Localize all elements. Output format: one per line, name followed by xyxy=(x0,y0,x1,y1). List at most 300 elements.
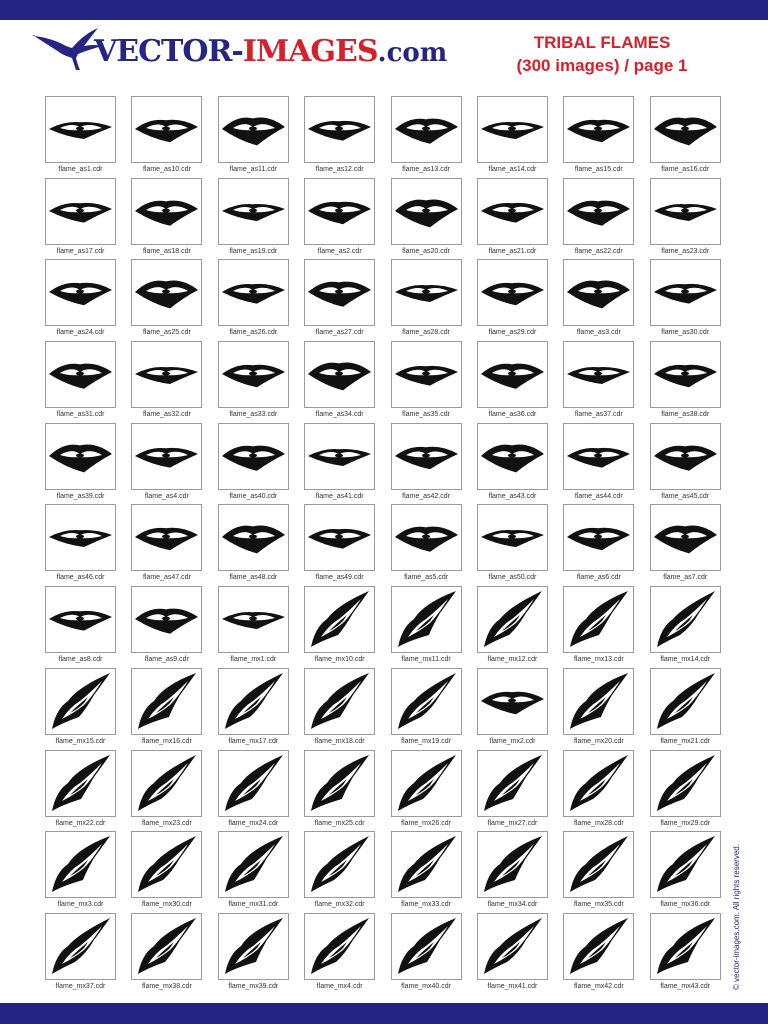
thumbnail-item[interactable] xyxy=(131,913,202,994)
tribal-flame-icon xyxy=(564,97,633,162)
thumbnail-item[interactable] xyxy=(131,178,202,259)
thumbnail-frame[interactable] xyxy=(650,913,721,980)
thumbnail-item[interactable] xyxy=(477,913,548,994)
thumbnail-item[interactable] xyxy=(304,259,375,340)
tribal-flame-icon xyxy=(219,505,288,570)
thumbnail-caption: flame_mx21.cdr xyxy=(660,737,711,745)
thumbnail-caption: flame_as37.cdr xyxy=(574,411,623,419)
tribal-flame-icon xyxy=(132,914,201,979)
thumbnail-frame[interactable] xyxy=(45,504,116,571)
tribal-flame-icon xyxy=(132,751,201,816)
thumbnail-item[interactable] xyxy=(563,831,634,912)
thumbnail-caption: flame_as41.cdr xyxy=(315,492,364,500)
tribal-flame-icon xyxy=(46,505,115,570)
thumbnail-frame[interactable] xyxy=(45,423,116,490)
thumbnail-caption: flame_mx29.cdr xyxy=(660,819,711,827)
thumbnail-item[interactable] xyxy=(563,750,634,831)
thumbnail-frame[interactable] xyxy=(45,750,116,817)
tribal-flame-icon xyxy=(305,424,374,489)
thumbnail-caption: flame_mx28.cdr xyxy=(573,819,624,827)
thumbnail-caption: flame_as50.cdr xyxy=(488,574,537,582)
thumbnail-caption: flame_as24.cdr xyxy=(56,329,105,337)
thumbnail-item[interactable] xyxy=(391,341,462,422)
page-heading xyxy=(482,32,722,78)
tribal-flame-icon xyxy=(392,832,461,897)
thumbnail-item[interactable] xyxy=(45,831,116,912)
thumbnail-caption: flame_mx31.cdr xyxy=(228,901,279,909)
tribal-flame-icon xyxy=(392,669,461,734)
thumbnail-caption: flame_as15.cdr xyxy=(574,166,623,173)
thumbnail-caption: flame_mx43.cdr xyxy=(660,982,711,990)
thumbnail-frame[interactable] xyxy=(391,178,462,245)
thumbnail-caption: flame_mx19.cdr xyxy=(401,737,451,745)
tribal-flame-icon xyxy=(651,260,720,325)
tribal-flame-icon xyxy=(46,424,115,489)
thumbnail-frame[interactable] xyxy=(218,750,289,817)
thumbnail-frame[interactable] xyxy=(477,96,548,163)
thumbnail-item[interactable] xyxy=(218,750,289,831)
thumbnail-item[interactable] xyxy=(218,423,289,504)
tribal-flame-icon xyxy=(392,587,461,652)
thumbnail-item[interactable] xyxy=(131,504,202,585)
thumbnail-frame[interactable] xyxy=(218,504,289,571)
tribal-flame-icon xyxy=(305,505,374,570)
thumbnail-item[interactable] xyxy=(304,341,375,422)
thumbnail-frame[interactable] xyxy=(131,504,202,571)
thumbnail-caption: flame_mx36.cdr xyxy=(660,901,711,909)
thumbnail-caption: flame_as22.cdr xyxy=(574,247,623,255)
tribal-flame-icon xyxy=(392,97,461,162)
thumbnail-frame[interactable] xyxy=(477,586,548,653)
tribal-flame-icon xyxy=(651,505,720,570)
thumbnail-frame[interactable] xyxy=(45,668,116,735)
thumbnail-frame[interactable] xyxy=(45,178,116,245)
thumbnail-frame[interactable] xyxy=(131,831,202,898)
thumbnail-caption: flame_mx14.cdr xyxy=(660,656,711,664)
thumbnail-item[interactable] xyxy=(563,341,634,422)
thumbnail-item[interactable] xyxy=(45,96,116,177)
thumbnail-frame[interactable] xyxy=(650,178,721,245)
thumbnail-item[interactable] xyxy=(304,504,375,585)
thumbnail-frame[interactable] xyxy=(650,750,721,817)
thumbnail-frame[interactable] xyxy=(477,259,548,326)
thumbnail-frame[interactable] xyxy=(391,750,462,817)
thumbnail-frame[interactable] xyxy=(477,504,548,571)
thumbnail-item[interactable] xyxy=(391,750,462,831)
thumbnail-item[interactable] xyxy=(650,504,721,585)
thumbnail-caption: flame_as44.cdr xyxy=(574,492,623,500)
thumbnail-caption: flame_as5.cdr xyxy=(404,574,449,582)
tribal-flame-icon xyxy=(305,669,374,734)
thumbnail-caption: flame_mx11.cdr xyxy=(401,656,451,664)
thumbnail-caption: flame_as40.cdr xyxy=(229,492,278,500)
thumbnail-frame[interactable] xyxy=(563,504,634,571)
thumbnail-item[interactable] xyxy=(563,586,634,667)
thumbnail-caption: flame_as12.cdr xyxy=(315,166,364,173)
thumbnail-item[interactable] xyxy=(45,913,116,994)
tribal-flame-icon xyxy=(46,260,115,325)
thumbnail-caption: flame_mx38.cdr xyxy=(141,982,192,990)
thumbnail-frame[interactable] xyxy=(650,668,721,735)
thumbnail-item[interactable] xyxy=(477,668,548,749)
thumbnail-caption: flame_as19.cdr xyxy=(229,247,278,255)
thumbnail-item[interactable] xyxy=(563,504,634,585)
tribal-flame-icon xyxy=(46,669,115,734)
thumbnail-frame[interactable] xyxy=(218,423,289,490)
thumbnail-caption: flame_as13.cdr xyxy=(402,166,450,173)
thumbnail-frame[interactable] xyxy=(477,341,548,408)
thumbnail-frame[interactable] xyxy=(304,913,375,980)
thumbnail-item[interactable] xyxy=(45,178,116,259)
tribal-flame-icon xyxy=(132,342,201,407)
tribal-flame-icon xyxy=(564,751,633,816)
thumbnail-frame[interactable] xyxy=(131,668,202,735)
thumbnail-caption: flame_mx24.cdr xyxy=(228,819,279,827)
thumbnail-caption: flame_as47.cdr xyxy=(142,574,191,582)
tribal-flame-icon xyxy=(564,669,633,734)
thumbnail-item[interactable] xyxy=(477,259,548,340)
thumbnail-frame[interactable] xyxy=(304,504,375,571)
thumbnail-caption: flame_as17.cdr xyxy=(56,247,105,255)
tribal-flame-icon xyxy=(564,587,633,652)
thumbnail-grid xyxy=(45,96,721,995)
thumbnail-caption: flame_as48.cdr xyxy=(229,574,278,582)
thumbnail-item[interactable] xyxy=(131,668,202,749)
thumbnail-item[interactable] xyxy=(391,178,462,259)
tribal-flame-icon xyxy=(132,832,201,897)
thumbnail-frame[interactable] xyxy=(45,586,116,653)
thumbnail-item[interactable] xyxy=(304,913,375,994)
thumbnail-item[interactable] xyxy=(131,259,202,340)
thumbnail-item[interactable] xyxy=(131,750,202,831)
thumbnail-item[interactable] xyxy=(45,504,116,585)
tribal-flame-icon xyxy=(132,587,201,652)
thumbnail-frame[interactable] xyxy=(304,423,375,490)
thumbnail-frame[interactable] xyxy=(218,178,289,245)
thumbnail-frame[interactable] xyxy=(304,259,375,326)
thumbnail-caption: flame_mx3.cdr xyxy=(57,901,104,909)
thumbnail-item[interactable] xyxy=(650,96,721,177)
thumbnail-frame[interactable] xyxy=(45,96,116,163)
tribal-flame-icon xyxy=(564,179,633,244)
logo-text-com: .com xyxy=(377,38,448,68)
thumbnail-frame[interactable] xyxy=(131,178,202,245)
thumbnail-frame[interactable] xyxy=(304,668,375,735)
thumbnail-frame[interactable] xyxy=(650,259,721,326)
tribal-flame-icon xyxy=(219,179,288,244)
thumbnail-item[interactable] xyxy=(391,423,462,504)
thumbnail-frame[interactable] xyxy=(45,259,116,326)
thumbnail-frame[interactable] xyxy=(391,96,462,163)
thumbnail-item[interactable] xyxy=(391,668,462,749)
thumbnail-item[interactable] xyxy=(563,668,634,749)
thumbnail-item[interactable] xyxy=(563,259,634,340)
thumbnail-frame[interactable] xyxy=(304,831,375,898)
thumbnail-frame[interactable] xyxy=(45,341,116,408)
thumbnail-item[interactable] xyxy=(477,504,548,585)
thumbnail-item[interactable] xyxy=(650,668,721,749)
thumbnail-item[interactable] xyxy=(650,259,721,340)
thumbnail-caption: flame_mx27.cdr xyxy=(487,819,538,827)
thumbnail-frame[interactable] xyxy=(391,423,462,490)
tribal-flame-icon xyxy=(651,424,720,489)
thumbnail-frame[interactable] xyxy=(304,341,375,408)
thumbnail-frame[interactable] xyxy=(391,586,462,653)
thumbnail-item[interactable] xyxy=(650,831,721,912)
thumbnail-item[interactable] xyxy=(218,831,289,912)
thumbnail-item[interactable] xyxy=(304,586,375,667)
thumbnail-item[interactable] xyxy=(45,586,116,667)
thumbnail-item[interactable] xyxy=(304,423,375,504)
thumbnail-frame[interactable] xyxy=(304,178,375,245)
tribal-flame-icon xyxy=(219,914,288,979)
thumbnail-caption: flame_as35.cdr xyxy=(402,411,450,419)
thumbnail-frame[interactable] xyxy=(131,259,202,326)
thumbnail-frame[interactable] xyxy=(477,913,548,980)
thumbnail-item[interactable] xyxy=(650,913,721,994)
site-logo[interactable] xyxy=(32,24,452,76)
thumbnail-caption: flame_as32.cdr xyxy=(142,411,191,419)
tribal-flame-icon xyxy=(219,424,288,489)
thumbnail-frame[interactable] xyxy=(218,831,289,898)
tribal-flame-icon xyxy=(478,914,547,979)
thumbnail-item[interactable] xyxy=(304,96,375,177)
thumbnail-frame[interactable] xyxy=(477,831,548,898)
thumbnail-item[interactable] xyxy=(391,913,462,994)
tribal-flame-icon xyxy=(564,342,633,407)
thumbnail-frame[interactable] xyxy=(391,668,462,735)
logo-wordmark xyxy=(94,32,447,73)
thumbnail-item[interactable] xyxy=(563,913,634,994)
thumbnail-item[interactable] xyxy=(218,341,289,422)
thumbnail-caption: flame_mx42.cdr xyxy=(573,982,624,990)
thumbnail-frame[interactable] xyxy=(563,913,634,980)
thumbnail-caption: flame_as23.cdr xyxy=(661,247,710,255)
thumbnail-frame[interactable] xyxy=(218,96,289,163)
tribal-flame-icon xyxy=(132,260,201,325)
thumbnail-caption: flame_as21.cdr xyxy=(488,247,537,255)
thumbnail-item[interactable] xyxy=(131,423,202,504)
thumbnail-frame[interactable] xyxy=(391,259,462,326)
thumbnail-item[interactable] xyxy=(218,668,289,749)
thumbnail-item[interactable] xyxy=(45,668,116,749)
thumbnail-item[interactable] xyxy=(391,504,462,585)
tribal-flame-icon xyxy=(392,751,461,816)
tribal-flame-icon xyxy=(46,751,115,816)
thumbnail-caption: flame_as29.cdr xyxy=(488,329,537,337)
thumbnail-item[interactable] xyxy=(391,96,462,177)
thumbnail-caption: flame_as31.cdr xyxy=(56,411,105,419)
thumbnail-item[interactable] xyxy=(650,341,721,422)
thumbnail-frame[interactable] xyxy=(650,586,721,653)
tribal-flame-icon xyxy=(219,669,288,734)
thumbnail-item[interactable] xyxy=(650,586,721,667)
tribal-flame-icon xyxy=(478,669,547,734)
thumbnail-item[interactable] xyxy=(391,259,462,340)
thumbnail-caption: flame_mx25.cdr xyxy=(314,819,365,827)
thumbnail-item[interactable] xyxy=(304,831,375,912)
thumbnail-caption: flame_as27.cdr xyxy=(315,329,364,337)
thumbnail-frame[interactable] xyxy=(218,259,289,326)
thumbnail-item[interactable] xyxy=(304,178,375,259)
thumbnail-caption: flame_as28.cdr xyxy=(402,329,450,337)
tribal-flame-icon xyxy=(392,914,461,979)
tribal-flame-icon xyxy=(305,97,374,162)
thumbnail-caption: flame_as30.cdr xyxy=(661,329,710,337)
tribal-flame-icon xyxy=(651,751,720,816)
thumbnail-frame[interactable] xyxy=(218,341,289,408)
thumbnail-frame[interactable] xyxy=(650,831,721,898)
thumbnail-item[interactable] xyxy=(477,178,548,259)
thumbnail-item[interactable] xyxy=(650,178,721,259)
logo-text-vector: VECTOR- xyxy=(94,34,243,69)
thumbnail-caption: flame_mx1.cdr xyxy=(230,656,277,664)
thumbnail-caption: flame_as46.cdr xyxy=(56,574,105,582)
thumbnail-frame[interactable] xyxy=(218,668,289,735)
page-title: TRIBAL FLAMES xyxy=(533,33,671,52)
tribal-flame-icon xyxy=(132,669,201,734)
tribal-flame-icon xyxy=(651,669,720,734)
thumbnail-caption: flame_as10.cdr xyxy=(142,166,191,173)
thumbnail-item[interactable] xyxy=(131,96,202,177)
thumbnail-frame[interactable] xyxy=(650,504,721,571)
tribal-flame-icon xyxy=(478,424,547,489)
thumbnail-item[interactable] xyxy=(477,750,548,831)
thumbnail-frame[interactable] xyxy=(563,831,634,898)
thumbnail-item[interactable] xyxy=(218,96,289,177)
tribal-flame-icon xyxy=(564,424,633,489)
tribal-flame-icon xyxy=(564,914,633,979)
thumbnail-frame[interactable] xyxy=(391,504,462,571)
thumbnail-frame[interactable] xyxy=(304,750,375,817)
thumbnail-caption: flame_as39.cdr xyxy=(56,492,105,500)
thumbnail-item[interactable] xyxy=(218,586,289,667)
thumbnail-item[interactable] xyxy=(45,341,116,422)
thumbnail-item[interactable] xyxy=(304,668,375,749)
thumbnail-caption: flame_as1.cdr xyxy=(58,166,103,173)
thumbnail-frame[interactable] xyxy=(45,831,116,898)
thumbnail-frame[interactable] xyxy=(650,423,721,490)
thumbnail-frame[interactable] xyxy=(131,341,202,408)
thumbnail-frame[interactable] xyxy=(391,831,462,898)
thumbnail-frame[interactable] xyxy=(563,178,634,245)
thumbnail-item[interactable] xyxy=(563,96,634,177)
thumbnail-caption: flame_mx30.cdr xyxy=(141,901,192,909)
thumbnail-item[interactable] xyxy=(218,178,289,259)
logo-text-images: IMAGES xyxy=(242,34,378,69)
thumbnail-caption: flame_as8.cdr xyxy=(58,656,103,664)
tribal-flame-icon xyxy=(46,914,115,979)
thumbnail-caption: flame_mx40.cdr xyxy=(401,982,451,990)
thumbnail-item[interactable] xyxy=(563,178,634,259)
tribal-flame-icon xyxy=(46,832,115,897)
thumbnail-item[interactable] xyxy=(131,831,202,912)
thumbnail-item[interactable] xyxy=(218,913,289,994)
thumbnail-frame[interactable] xyxy=(563,259,634,326)
thumbnail-item[interactable] xyxy=(45,750,116,831)
tribal-flame-icon xyxy=(46,342,115,407)
thumbnail-frame[interactable] xyxy=(218,586,289,653)
thumbnail-frame[interactable] xyxy=(563,668,634,735)
thumbnail-frame[interactable] xyxy=(391,341,462,408)
thumbnail-item[interactable] xyxy=(218,259,289,340)
thumbnail-caption: flame_mx18.cdr xyxy=(314,737,365,745)
thumbnail-frame[interactable] xyxy=(563,341,634,408)
thumbnail-item[interactable] xyxy=(45,423,116,504)
thumbnail-frame[interactable] xyxy=(477,668,548,735)
thumbnail-frame[interactable] xyxy=(477,750,548,817)
tribal-flame-icon xyxy=(132,97,201,162)
tribal-flame-icon xyxy=(478,832,547,897)
thumbnail-frame[interactable] xyxy=(304,96,375,163)
tribal-flame-icon xyxy=(305,914,374,979)
thumbnail-frame[interactable] xyxy=(131,913,202,980)
thumbnail-frame[interactable] xyxy=(477,423,548,490)
thumbnail-caption: flame_as49.cdr xyxy=(315,574,364,582)
thumbnail-frame[interactable] xyxy=(563,96,634,163)
thumbnail-frame[interactable] xyxy=(477,178,548,245)
thumbnail-frame[interactable] xyxy=(131,96,202,163)
thumbnail-item[interactable] xyxy=(131,586,202,667)
tribal-flame-icon xyxy=(651,587,720,652)
tribal-flame-icon xyxy=(305,179,374,244)
thumbnail-frame[interactable] xyxy=(563,750,634,817)
thumbnail-caption: flame_as14.cdr xyxy=(488,166,537,173)
thumbnail-caption: flame_mx10.cdr xyxy=(314,656,365,664)
tribal-flame-icon xyxy=(305,260,374,325)
thumbnail-item[interactable] xyxy=(477,341,548,422)
thumbnail-item[interactable] xyxy=(391,831,462,912)
thumbnail-item[interactable] xyxy=(650,750,721,831)
tribal-flame-icon xyxy=(132,424,201,489)
thumbnail-frame[interactable] xyxy=(563,586,634,653)
thumbnail-caption: flame_as34.cdr xyxy=(315,411,364,419)
thumbnail-caption: flame_mx32.cdr xyxy=(314,901,365,909)
thumbnail-caption: flame_mx13.cdr xyxy=(573,656,624,664)
thumbnail-item[interactable] xyxy=(218,504,289,585)
thumbnail-item[interactable] xyxy=(563,423,634,504)
thumbnail-frame[interactable] xyxy=(218,913,289,980)
thumbnail-frame[interactable] xyxy=(650,96,721,163)
thumbnail-item[interactable] xyxy=(304,750,375,831)
thumbnail-caption: flame_mx15.cdr xyxy=(55,737,106,745)
thumbnail-item[interactable] xyxy=(391,586,462,667)
thumbnail-frame[interactable] xyxy=(45,913,116,980)
tribal-flame-icon xyxy=(478,505,547,570)
thumbnail-caption: flame_as25.cdr xyxy=(142,329,191,337)
thumbnail-caption: flame_as33.cdr xyxy=(229,411,278,419)
thumbnail-frame[interactable] xyxy=(131,750,202,817)
thumbnail-frame[interactable] xyxy=(131,586,202,653)
thumbnail-item[interactable] xyxy=(477,96,548,177)
bottom-bar xyxy=(0,1003,768,1024)
thumbnail-item[interactable] xyxy=(477,586,548,667)
copyright-notice: © vector-images.com. All rights reserved. xyxy=(732,844,741,990)
thumbnail-frame[interactable] xyxy=(131,423,202,490)
thumbnail-frame[interactable] xyxy=(650,341,721,408)
thumbnail-item[interactable] xyxy=(131,341,202,422)
thumbnail-item[interactable] xyxy=(477,831,548,912)
thumbnail-item[interactable] xyxy=(477,423,548,504)
thumbnail-item[interactable] xyxy=(650,423,721,504)
thumbnail-frame[interactable] xyxy=(304,586,375,653)
thumbnail-frame[interactable] xyxy=(563,423,634,490)
thumbnail-item[interactable] xyxy=(45,259,116,340)
thumbnail-caption: flame_as18.cdr xyxy=(142,247,191,255)
tribal-flame-icon xyxy=(392,424,461,489)
thumbnail-frame[interactable] xyxy=(391,913,462,980)
tribal-flame-icon xyxy=(219,832,288,897)
